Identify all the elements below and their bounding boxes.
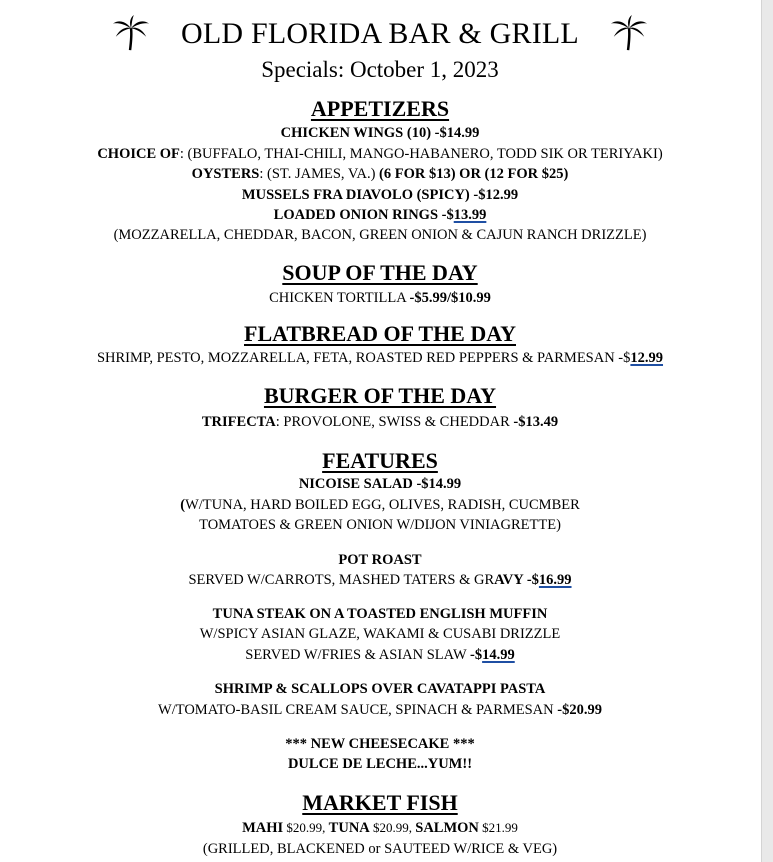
salmon-price: $21.99 <box>478 820 518 835</box>
wing-sauce-choices <box>0 147 760 162</box>
oysters-label: OYSTERS <box>191 166 260 182</box>
tuna-steak-desc-2 <box>0 648 760 663</box>
pot-roast-desc-text: SERVED W/CARROTS, MASHED TATERS & GR <box>188 572 495 588</box>
shrimp-desc-text: W/TOMATO-BASIL CREAM SAUCE, SPINACH & PARMESAN <box>158 702 558 718</box>
oysters-item <box>0 167 760 182</box>
burger-heading: BURGER OF THE DAY <box>263 383 497 408</box>
pot-roast-price: 16.99 <box>538 572 572 588</box>
oysters-text: : (ST. JAMES, VA.) <box>259 166 380 182</box>
cheesecake-description: DULCE DE LECHE...YUM!! <box>287 756 473 772</box>
appetizers-heading: APPETIZERS <box>310 96 450 121</box>
pot-roast-desc-bold: AVY <box>494 572 524 588</box>
tuna-desc-text: SERVED W/FRIES & ASIAN SLAW <box>245 647 471 663</box>
tuna-steak-title: TUNA STEAK ON A TOASTED ENGLISH MUFFIN <box>212 606 548 622</box>
onion-rings-item <box>0 208 760 223</box>
burger-description: : PROVOLONE, SWISS & CHEDDAR <box>275 414 514 430</box>
mahi-label: MAHI <box>242 820 284 836</box>
salmon-label: SALMON <box>415 820 479 836</box>
market-fish-heading: MARKET FISH <box>302 790 458 815</box>
tuna-dash: -$ <box>470 647 483 663</box>
features-heading: FEATURES <box>322 448 438 473</box>
window-edge-scrollbar[interactable] <box>761 0 773 862</box>
flatbread-price: 12.99 <box>630 350 664 366</box>
choice-text: : (BUFFALO, THAI-CHILI, MANGO-HABANERO, TODD SIK OR TERIYAKI) <box>179 146 663 162</box>
flatbread-description: SHRIMP, PESTO, MOZZARELLA, FETA, ROASTED RED PEPPERS & PARMESAN -$ <box>96 350 631 366</box>
flatbread-heading: FLATBREAD OF THE DAY <box>244 321 516 346</box>
burger-item <box>0 415 760 430</box>
nicoise-salad-title: NICOISE SALAD -$14.99 <box>298 476 462 492</box>
nicoise-paren: ( <box>180 497 186 513</box>
nicoise-desc-text: W/TUNA, HARD BOILED EGG, OLIVES, RADISH, CUCMBER <box>185 497 580 513</box>
burger-price: -$13.49 <box>513 414 559 430</box>
soup-heading: SOUP OF THE DAY <box>282 260 478 285</box>
pot-roast-description <box>0 573 760 588</box>
market-fish-preparation: (GRILLED, BLACKENED or SAUTEED W/RICE & VEG) <box>202 841 558 857</box>
soup-price: -$5.99/$10.99 <box>409 290 491 306</box>
palm-tree-icon <box>610 14 648 52</box>
chicken-wings-item: CHICKEN WINGS (10) -$14.99 <box>280 125 480 141</box>
nicoise-salad-desc-2: TOMATOES & GREEN ONION W/DIJON VINIAGRETTE) <box>199 517 561 533</box>
oysters-price: (6 FOR $13) OR (12 FOR $25) <box>379 166 569 182</box>
onion-rings-price: 13.99 <box>453 207 487 223</box>
tuna-steak-desc-1: W/SPICY ASIAN GLAZE, WAKAMI & CUSABI DRIZZLE <box>199 626 561 642</box>
nicoise-salad-desc-1 <box>0 498 760 513</box>
tuna-price: $20.99, <box>369 820 416 835</box>
specials-date: Specials: October 1, 2023 <box>261 57 499 82</box>
restaurant-title: OLD FLORIDA BAR & GRILL <box>181 17 579 50</box>
mahi-price: $20.99, <box>283 820 329 835</box>
flatbread-item <box>0 351 760 366</box>
cheesecake-title: *** NEW CHEESECAKE *** <box>285 736 475 752</box>
shrimp-scallops-description <box>0 703 760 718</box>
burger-name: TRIFECTA <box>201 414 276 430</box>
tuna-label: TUNA <box>328 820 370 836</box>
onion-rings-description: (MOZZARELLA, CHEDDAR, BACON, GREEN ONION & CAJUN RANCH DRIZZLE) <box>113 227 647 243</box>
shrimp-scallops-title: SHRIMP & SCALLOPS OVER CAVATAPPI PASTA <box>214 681 546 697</box>
onion-rings-label: LOADED ONION RINGS -$ <box>273 207 454 223</box>
pot-roast-dash: -$ <box>523 572 539 588</box>
market-fish-prices <box>0 821 760 836</box>
mussels-item: MUSSELS FRA DIAVOLO (SPICY) -$12.99 <box>241 187 519 203</box>
soup-item <box>0 291 760 306</box>
choice-label: CHOICE OF <box>97 146 180 162</box>
pot-roast-title: POT ROAST <box>338 552 422 568</box>
tuna-steak-price: 14.99 <box>482 647 515 663</box>
shrimp-scallops-price: -$20.99 <box>557 702 602 718</box>
soup-name: CHICKEN TORTILLA <box>269 290 410 306</box>
